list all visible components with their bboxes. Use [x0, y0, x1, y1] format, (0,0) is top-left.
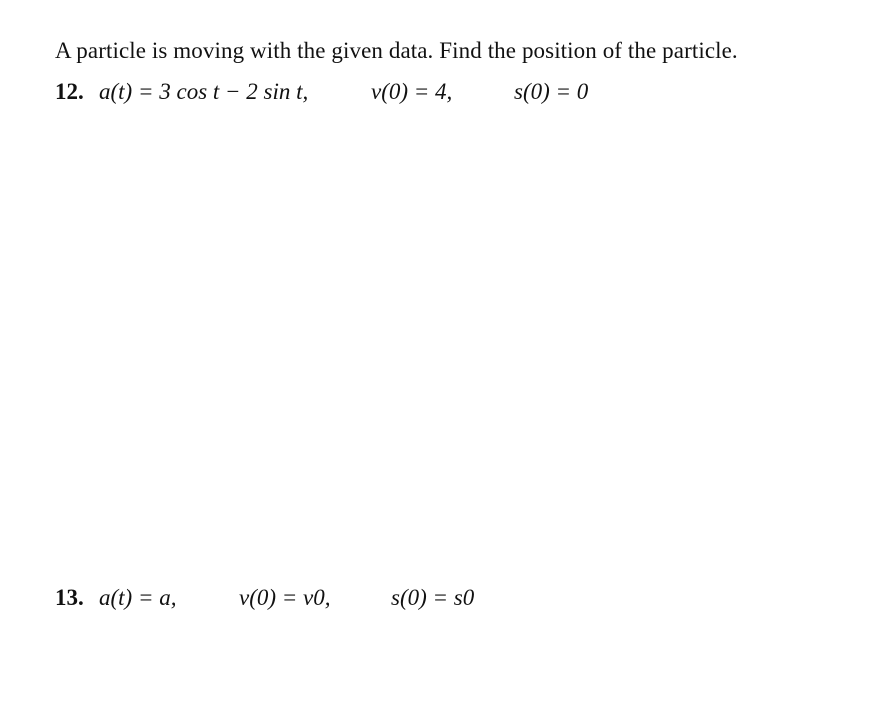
acceleration-condition: a(t) = 3 cos t − 2 sin t, [99, 79, 309, 104]
problem-12 [55, 79, 589, 105]
velocity-condition: v(0) = v0, [239, 585, 331, 610]
position-condition: s(0) = 0 [514, 79, 589, 104]
velocity-condition: v(0) = 4, [371, 79, 453, 104]
problem-13 [55, 585, 475, 611]
instructions-text: A particle is moving with the given data. Find the position of the particle. [55, 38, 738, 63]
acceleration-condition: a(t) = a, [99, 585, 177, 610]
problem-number: 12. [55, 79, 84, 104]
position-condition: s(0) = s0 [391, 585, 475, 610]
problem-number: 13. [55, 585, 84, 610]
